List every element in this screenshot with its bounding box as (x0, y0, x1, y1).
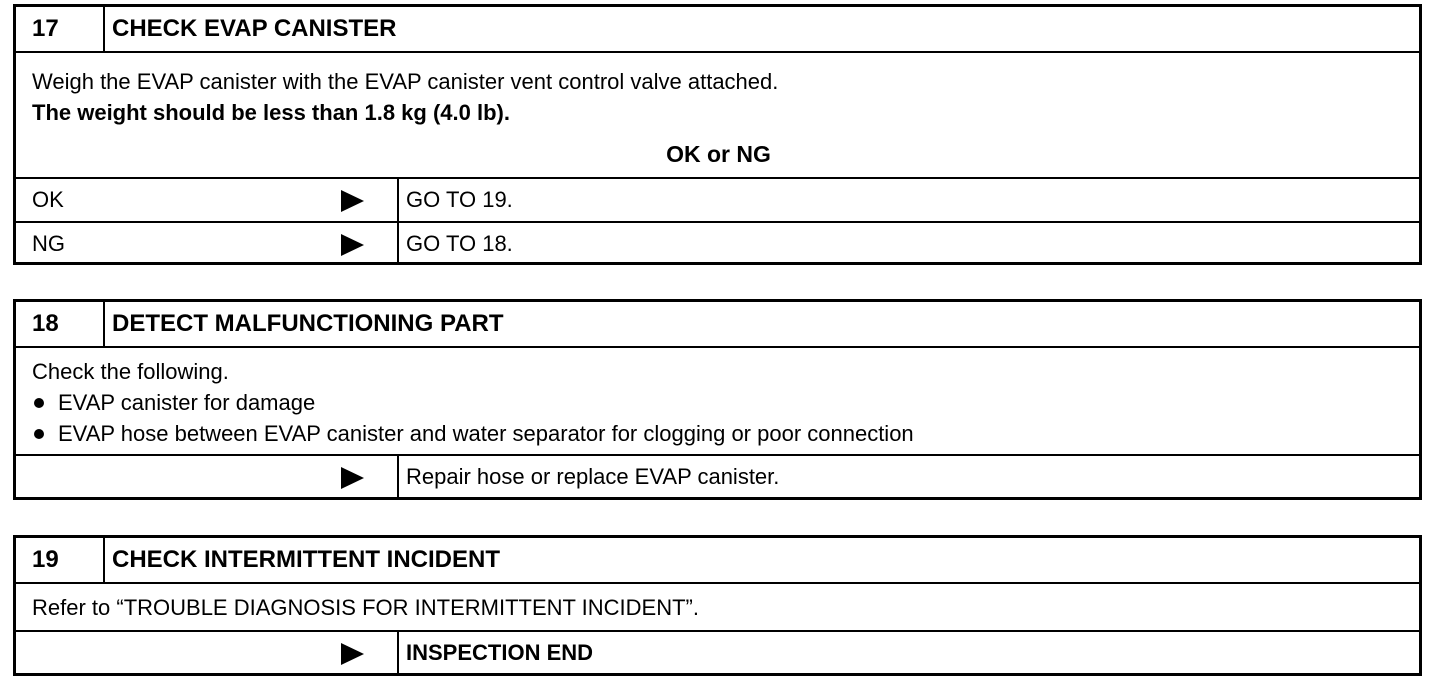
step-number: 17 (16, 7, 105, 51)
intro-text: Check the following. (32, 359, 229, 384)
step-17-header (16, 7, 1419, 53)
bullet-icon (34, 429, 44, 439)
spec-text: The weight should be less than 1.8 kg (4.0 lb). (32, 100, 510, 125)
result-label: NG (32, 231, 65, 256)
instruction-text: Refer to “TROUBLE DIAGNOSIS FOR INTERMITTENT INCIDENT”. (32, 595, 699, 620)
result-row-ok (16, 177, 1419, 221)
step-17-box (13, 4, 1422, 265)
step-number: 19 (16, 538, 105, 582)
step-18-body (16, 348, 1419, 454)
step-19-header (16, 538, 1419, 584)
bullet-item (32, 418, 1403, 449)
step-number: 18 (16, 302, 105, 346)
bullet-icon (34, 398, 44, 408)
bullet-item (32, 387, 1403, 418)
result-label-cell (16, 179, 399, 221)
step-title: DETECT MALFUNCTIONING PART (112, 310, 504, 337)
action-text[interactable]: INSPECTION END (406, 640, 594, 665)
step-title: CHECK INTERMITTENT INCIDENT (112, 546, 500, 573)
ok-or-ng-label: OK or NG (666, 141, 771, 167)
arrow-right-icon (341, 467, 364, 489)
result-action[interactable]: GO TO 19. (406, 187, 513, 212)
step-17-body (16, 53, 1419, 131)
action-label-cell (16, 632, 399, 674)
action-row (16, 630, 1419, 674)
result-row-ng (16, 221, 1419, 265)
bullet-text: EVAP hose between EVAP canister and water separator for clogging or poor connection (58, 421, 914, 446)
instruction-text: Weigh the EVAP canister with the EVAP canister vent control valve attached. (32, 69, 779, 94)
step-19-box (13, 535, 1422, 676)
arrow-right-icon (341, 190, 364, 212)
step-18-header (16, 302, 1419, 348)
arrow-right-icon (341, 234, 364, 256)
result-header (16, 131, 1419, 177)
action-row (16, 454, 1419, 498)
result-action[interactable]: GO TO 18. (406, 231, 513, 256)
bullet-text: EVAP canister for damage (58, 390, 316, 415)
step-title: CHECK EVAP CANISTER (112, 15, 397, 42)
result-label: OK (32, 187, 64, 212)
result-label-cell (16, 223, 399, 265)
action-text[interactable]: Repair hose or replace EVAP canister. (406, 464, 780, 489)
arrow-right-icon (341, 643, 364, 665)
step-18-box (13, 299, 1422, 500)
step-19-body (16, 584, 1419, 630)
action-label-cell (16, 456, 399, 498)
